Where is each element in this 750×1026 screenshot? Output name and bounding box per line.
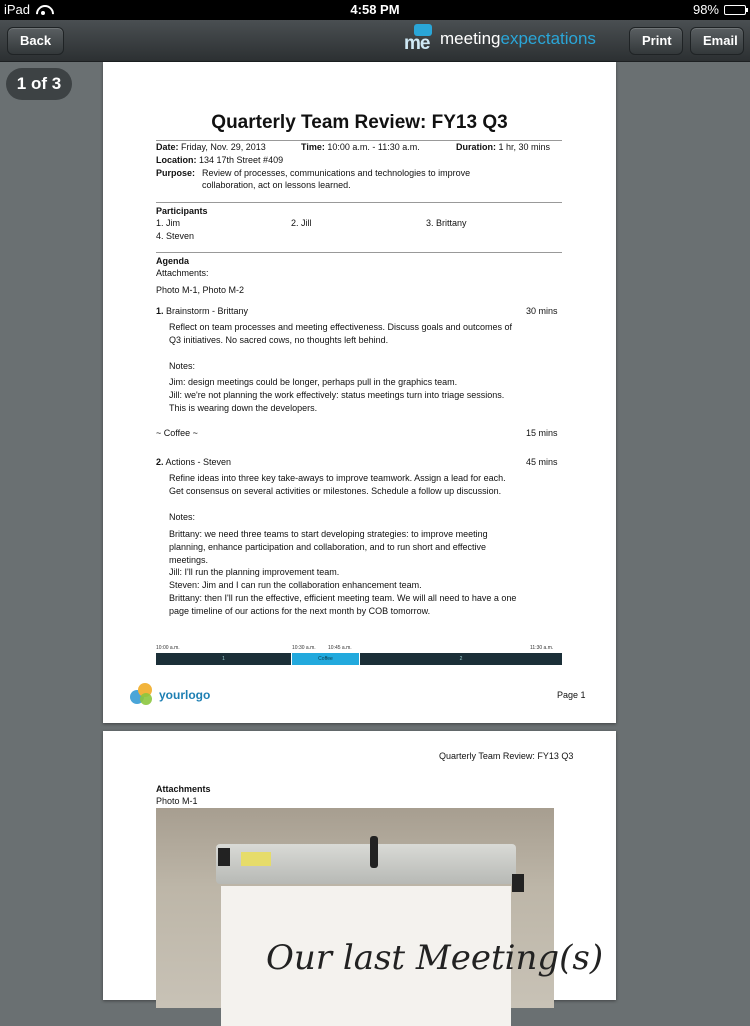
participants-heading: Participants (156, 206, 208, 216)
location-row (156, 154, 283, 166)
agenda-item-1-number: 1. (156, 306, 164, 316)
flipchart-bracket (218, 848, 230, 866)
agenda-item-1-note: This is wearing down the developers. (169, 403, 318, 413)
purpose-line-1: Review of processes, communications and technologies to improve (202, 168, 471, 178)
agenda-item-1-title (156, 305, 248, 317)
date-row (156, 141, 266, 153)
attachments-heading: Attachments (156, 784, 211, 794)
duration-value: 1 hr, 30 mins (498, 142, 551, 152)
agenda-item-1-name: Brainstorm - Brittany (166, 306, 249, 316)
agenda-item-2-note: Jill: I'll run the planning improvement team. (169, 567, 340, 577)
participant: 3. Brittany (426, 218, 467, 228)
location-label: Location: (156, 155, 197, 165)
status-bar (0, 0, 750, 20)
email-button[interactable]: Email (690, 27, 744, 55)
timeline-label-start: 10:00 a.m. (156, 645, 180, 651)
duration-row (456, 141, 550, 153)
agenda-item-2-note: Brittany: we need three teams to start developing strategies: to improve meeting (169, 529, 488, 539)
page-header: Quarterly Team Review: FY13 Q3 (439, 751, 574, 761)
divider (156, 202, 562, 203)
purpose-line-2: collaboration, act on lessons learned. (202, 180, 351, 190)
agenda-item-2-number: 2. (156, 457, 164, 467)
agenda-item-1-desc: Q3 initiatives. No sacred cows, no thoughts left behind. (169, 335, 389, 345)
agenda-heading: Agenda (156, 256, 190, 266)
flipchart-knob (370, 836, 378, 868)
battery-icon (724, 5, 746, 15)
location-value: 134 17th Street #409 (199, 155, 284, 165)
agenda-item-2-note: meetings. (169, 555, 209, 565)
date-value: Friday, Nov. 29, 2013 (181, 142, 266, 152)
document-page-1[interactable] (103, 62, 616, 723)
agenda-item-1-note: Jim: design meetings could be longer, perhaps pull in the graphics team. (169, 377, 458, 387)
device-name: iPad (4, 2, 31, 17)
brand-logo (404, 24, 596, 54)
purpose-label: Purpose: (156, 168, 196, 178)
page-number: Page 1 (557, 690, 586, 700)
handwritten-text: Our last Meeting(s) (266, 938, 604, 978)
logo-text: yourlogo (159, 688, 211, 702)
logo-circle (140, 693, 152, 705)
photo-label: Photo M-1 (156, 796, 198, 806)
timeline-segment-coffee: Coffee (292, 653, 359, 665)
attachments-value: Photo M-1, Photo M-2 (156, 285, 245, 295)
divider (156, 252, 562, 253)
agenda-item-2-duration: 45 mins (526, 457, 558, 467)
date-label: Date: (156, 142, 179, 152)
brand-name-a: meeting (440, 29, 501, 48)
print-button[interactable]: Print (629, 27, 683, 55)
clock: 4:58 PM (350, 2, 400, 17)
time-label: Time: (301, 142, 325, 152)
timeline-label-mid1: 10:30 a.m. (292, 645, 316, 651)
agenda-item-1-notes-label: Notes: (169, 361, 196, 371)
brand-name (440, 29, 596, 49)
timeline-segment-1: 1 (156, 653, 291, 665)
timeline-label-mid2: 10:45 a.m. (328, 645, 352, 651)
agenda-item-2-desc: Refine ideas into three key take-aways to improve teamwork. Assign a lead for each. (169, 473, 506, 483)
agenda-item-2-notes-label: Notes: (169, 512, 196, 522)
agenda-item-1-desc: Reflect on team processes and meeting effectiveness. Discuss goals and outcomes of (169, 322, 513, 332)
time-row (301, 141, 420, 153)
agenda-item-2-note: Steven: Jim and I can run the collaboration enhancement team. (169, 580, 422, 590)
agenda-item-1-duration: 30 mins (526, 306, 558, 316)
battery-percent: 98% (692, 2, 719, 17)
brand-mark-icon (404, 24, 434, 54)
break-duration: 15 mins (526, 428, 558, 438)
brand-mark-text: me (404, 33, 430, 54)
document-title: Quarterly Team Review: FY13 Q3 (211, 112, 508, 133)
duration-label: Duration: (456, 142, 496, 152)
nav-bar (0, 20, 750, 62)
company-logo (130, 683, 210, 707)
agenda-item-2-name: Actions - Steven (165, 457, 232, 467)
agenda-item-2-note: Brittany: then I'll run the effective, efficient meeting team. We will all need to have a one (169, 593, 517, 603)
agenda-item-2-title (156, 456, 231, 468)
agenda-item-2-note: planning, enhance participation and collaboration, and to run short and effective (169, 542, 487, 552)
break-title: ~ Coffee ~ (156, 428, 198, 438)
timeline-segment-2: 2 (360, 653, 562, 665)
timeline-label-end: 11:30 a.m. (530, 645, 554, 651)
agenda-item-2-desc: Get consensus on several activities or milestones. Schedule a follow up discussion. (169, 486, 502, 496)
time-value: 10:00 a.m. - 11:30 a.m. (327, 142, 420, 152)
attachments-label: Attachments: (156, 268, 209, 278)
status-right (693, 2, 746, 17)
agenda-item-2-note: page timeline of our actions for the next month by COB tomorrow. (169, 606, 431, 616)
sticky-note (241, 852, 271, 866)
document-page-2[interactable] (103, 731, 616, 1000)
agenda-item-1-note: Jill: we're not planning the work effectively: status meetings turn into triage sessions. (169, 390, 505, 400)
participant: 4. Steven (156, 231, 195, 241)
brand-name-b: expectations (500, 29, 596, 48)
logo-mark-icon (130, 683, 156, 707)
flipchart-bracket (512, 874, 524, 892)
participant: 2. Jill (291, 218, 312, 228)
page-indicator: 1 of 3 (6, 68, 72, 100)
attachment-photo[interactable] (156, 808, 604, 1008)
participant: 1. Jim (156, 218, 181, 228)
back-button[interactable]: Back (7, 27, 64, 55)
